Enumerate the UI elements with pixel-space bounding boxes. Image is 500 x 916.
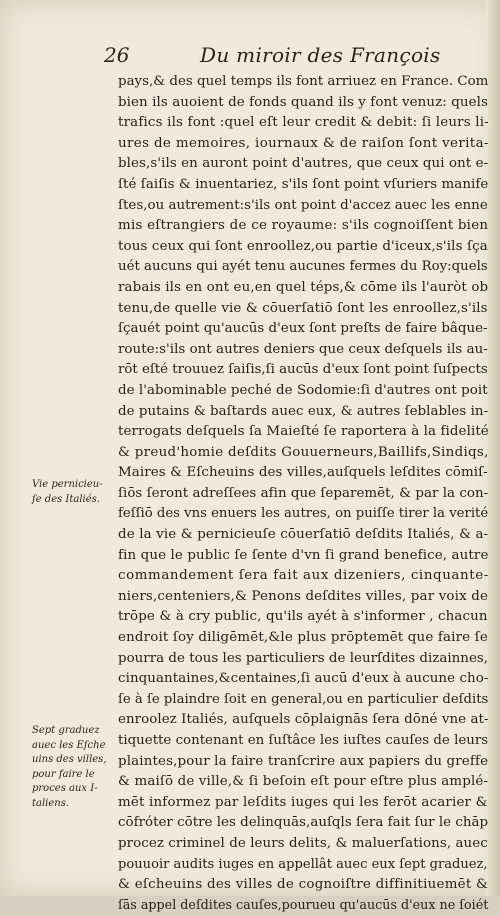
text-line: ſiōs ſeront adreſſees afin que ſeparemēt, & par la con- — [118, 485, 489, 501]
text-line: fin que le public ſe ſente d'vn ſi grand benefice, autre — [118, 547, 489, 563]
marginal-note-line: taliens. — [32, 797, 70, 809]
text-line: pouuoir audits iuges en appellât auec eux ſept graduez, — [118, 856, 488, 872]
text-line: ſās appel deſdites cauſes,pourueu qu'aucūs d'eux ne ſoiét — [118, 897, 489, 913]
text-line: trōpe & à cry public, qu'ils ayét à s'informer , chacun — [118, 609, 488, 625]
marginal-note-line: ſe des Italiés. — [32, 493, 100, 505]
text-line: terrogats deſquels ſa Maieſté ſe raportera à la fidelité — [118, 424, 489, 440]
marginal-note-line: uins des villes, — [32, 754, 107, 765]
running-head: Du miroir des François — [200, 43, 441, 67]
text-line: & eſcheuins des villes de cognoiſtre diffinitiuemēt & — [118, 877, 489, 893]
text-line: de la vie & pernicieuſe cōuerſatiō deſdits Italiés, & a- — [118, 527, 489, 543]
text-line: trafics ils font :quel eſt leur credit & debit: ſi leurs li- — [118, 115, 489, 131]
text-line: bien ils auoient de fonds quand ils y font venuz: quels — [118, 94, 488, 110]
marginal-note-line: proces aux I- — [32, 783, 98, 794]
text-line: de putains & baſtards auec eux, & autres ſeblables in- — [118, 403, 489, 419]
text-line: bles,s'ils en auront point d'autres, que ceux qui ont e- — [118, 156, 489, 172]
text-line: Maires & Eſcheuins des villes,auſquels leſdites cōmiſ- — [118, 465, 488, 481]
text-line: endroit ſoy diligēmēt,&le plus prōptemēt que faire ſe — [118, 630, 488, 646]
text-line: enroolez Italiés, auſquels cōplaignās ſera dōné vne at- — [118, 712, 489, 728]
text-line: tenu,de quelle vie & cōuerſatiō ſont les enroollez,s'ils — [118, 300, 488, 316]
text-line: ſté ſaiſis & inuentariez, s'ils ſont point vſuriers manife — [118, 176, 489, 192]
text-line: mis eſtrangiers de ce royaume: s'ils cognoiſſent bien — [118, 218, 489, 234]
text-line: rabais ils en ont eu,en quel téps,& cōme ils l'auròt ob — [118, 279, 489, 295]
text-line: tous ceux qui ſont enroollez,ou partie d'iceux,s'ils ſça — [118, 238, 488, 254]
marginal-note-line: auec les Eſche — [32, 739, 106, 751]
text-line: ures de memoires, iournaux & de raiſon ſont verita- — [118, 135, 489, 151]
text-line: & preud'homie deſdits Gouuerneurs,Baillifs,Sindiqs, — [118, 444, 489, 460]
main-text-block — [118, 72, 488, 916]
marginal-note-italians — [32, 478, 116, 507]
text-line: plaintes,pour la faire tranſcrire aux papiers du greffe — [118, 753, 489, 769]
text-line: feſſiō des vns enuers les autres, on puiſſe tirer la verité — [118, 506, 489, 522]
text-line: cōfróter cōtre les delinquās,auſqls ſera fait ſur le chāp — [118, 815, 489, 831]
text-line: ſe à ſe plaindre ſoit en general,ou en particulier deſdits — [118, 691, 489, 707]
text-line: route:s'ils ont autres deniers que ceux deſquels ils au- — [118, 341, 488, 357]
text-line: procez criminel de leurs delits, & maluerſations, auec — [118, 835, 488, 851]
text-line: pourra de tous les particuliers de leurſdites dizainnes, — [118, 650, 489, 666]
text-line: tiquette contenant en ſuſtâce les iuſtes cauſes de leurs — [118, 733, 489, 748]
text-line: de l'abominable peché de Sodomie:ſi d'autres ont poit — [118, 382, 488, 398]
text-line: ſtes,ou autrement:s'ils ont point d'accez auec les enne — [118, 197, 488, 213]
text-line: niers,centeniers,& Penons deſdites villes, par voix de — [118, 588, 489, 604]
text-line: ſçauét point qu'aucūs d'eux ſont preſts de faire bâque- — [118, 321, 488, 337]
text-line: uét aucuns qui ayét tenu aucunes fermes du Roy:quels — [118, 259, 488, 275]
page-number: 26 — [104, 43, 130, 67]
marginal-note-line: pour faire le — [32, 768, 95, 780]
text-line: cinquantaines,&centaines,ſi aucū d'eux à aucune cho- — [118, 671, 489, 687]
marginal-note-line: Vie pernicieu- — [32, 479, 103, 490]
marginal-note-graduates — [32, 724, 116, 811]
marginal-note-line: Sept graduez — [32, 725, 100, 736]
text-line: commandement ſera fait aux dizeniers, cinquante- — [118, 568, 489, 584]
text-line: rōt eſté trouuez ſaiſis,ſi aucūs d'eux ſont point ſuſpects — [118, 362, 488, 378]
text-line: pays,& des quel temps ils font arriuez en France. Com — [118, 74, 489, 89]
text-line: mēt informez par leſdits iuges qui les ferōt acarier & — [118, 794, 488, 810]
text-line: & maiſō de ville,& ſi beſoin eſt pour eſtre plus amplé- — [118, 774, 489, 790]
